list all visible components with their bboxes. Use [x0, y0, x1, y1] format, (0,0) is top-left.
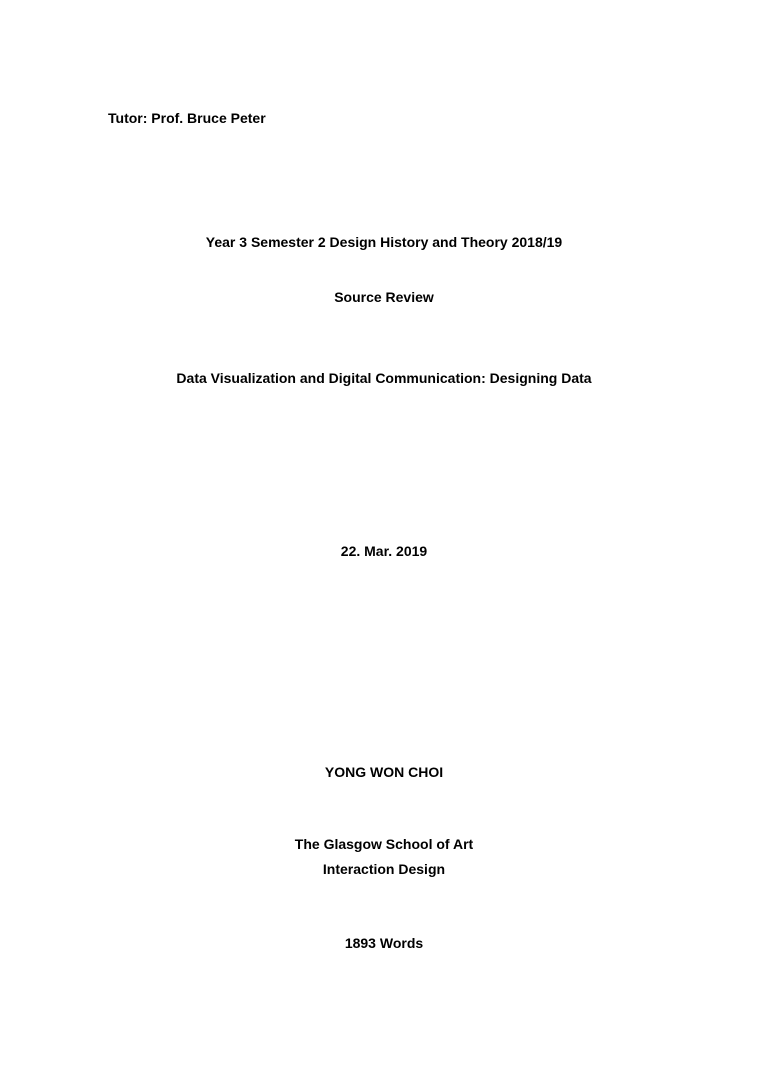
word-count: 1893 Words: [344, 935, 424, 951]
tutor-line: Tutor: Prof. Bruce Peter: [108, 110, 266, 126]
paper-title: Data Visualization and Digital Communication: Designing Data: [176, 370, 592, 386]
department-name: Interaction Design: [322, 861, 446, 877]
author-name: YONG WON CHOI: [324, 764, 444, 780]
document-type: Source Review: [334, 289, 434, 305]
submission-date: 22. Mar. 2019: [340, 543, 428, 559]
institution-name: The Glasgow School of Art: [294, 836, 474, 852]
course-title: Year 3 Semester 2 Design History and Theory 2018/19: [205, 234, 563, 250]
